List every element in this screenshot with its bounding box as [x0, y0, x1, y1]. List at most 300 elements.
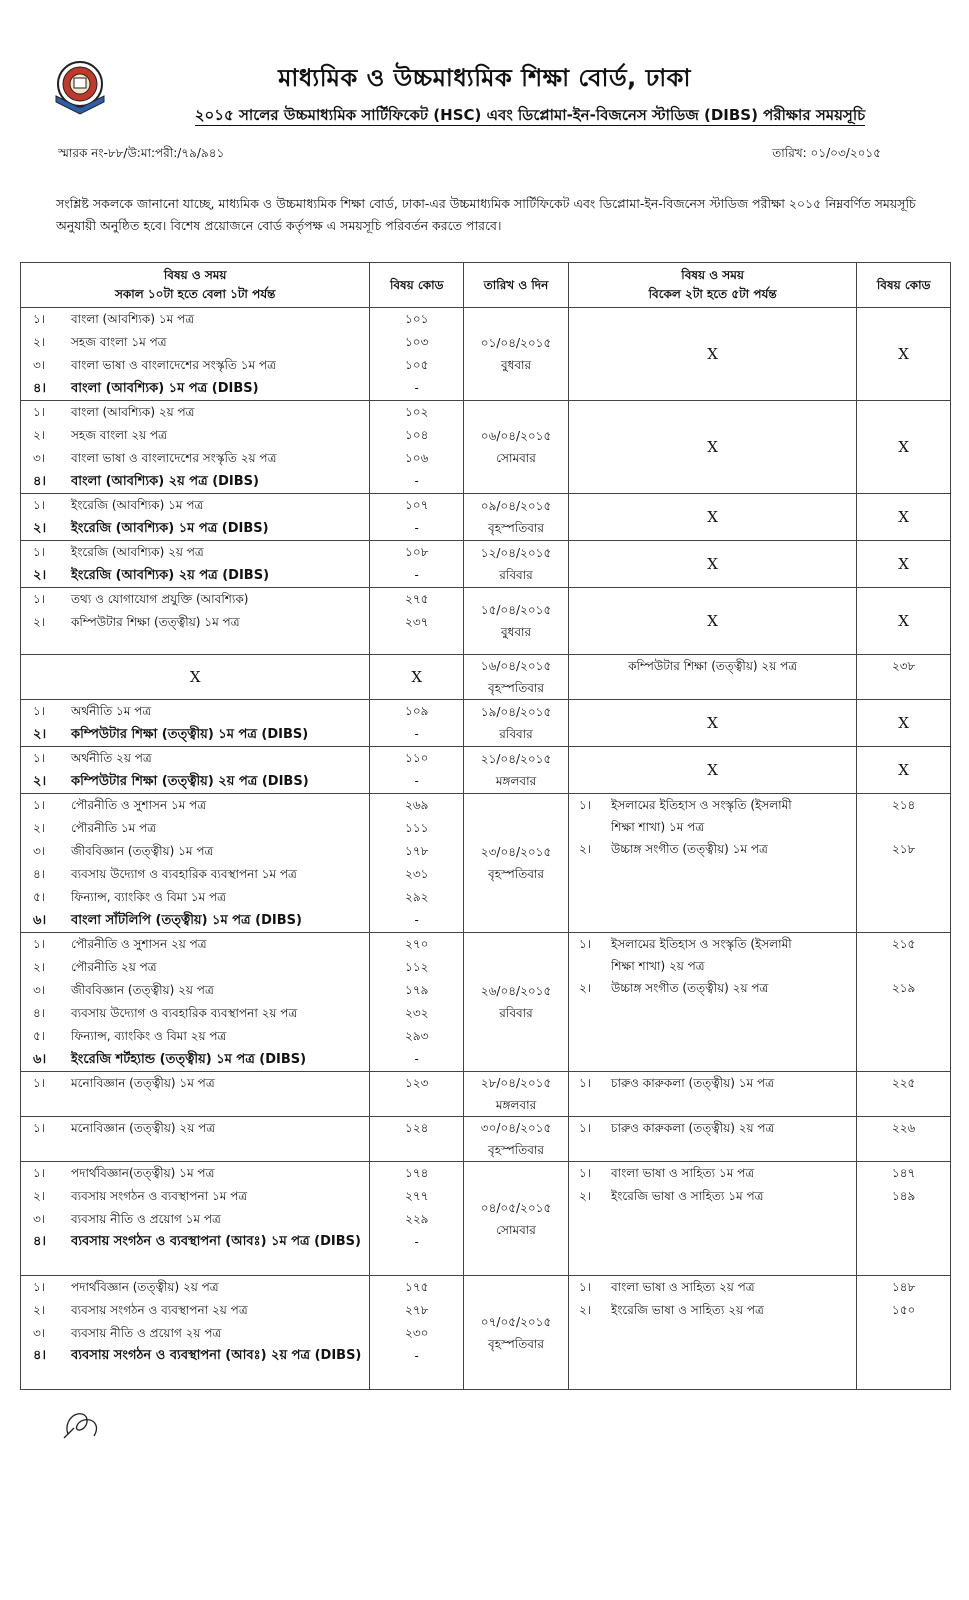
subject-code: ১০৪	[405, 428, 429, 442]
am-subjects-cell	[21, 794, 370, 933]
subject-number: ১।	[33, 592, 46, 606]
exam-day: বৃহস্পতিবার	[488, 867, 544, 881]
date-cell	[464, 933, 569, 1072]
date-cell	[464, 794, 569, 933]
subject-number: ১।	[33, 1076, 46, 1090]
subject-code: ২১৮	[891, 842, 916, 856]
pm-subject-line	[569, 1299, 856, 1322]
subject-name: অর্থনীতি ২য় পত্র	[71, 751, 152, 765]
subject-number: ২।	[33, 727, 47, 742]
exam-schedule-table	[20, 262, 951, 1390]
exam-date: ০৯/০৪/২০১৫	[480, 499, 552, 513]
subject-name: পৌরনীতি ১ম পত্র	[71, 821, 157, 835]
pm-subjects-cell	[568, 541, 856, 588]
exam-day: মঙ্গলবার	[495, 774, 537, 788]
pm-codes-cell	[857, 541, 951, 588]
am-subject-line	[21, 1072, 369, 1095]
subject-number: ১।	[33, 405, 46, 419]
am-subject-line	[21, 840, 369, 863]
subject-code: ১১১	[405, 821, 429, 835]
subject-name: ব্যবসায় সংগঠন ও ব্যবস্থাপনা (আবঃ) ২য় পত্র (DIBS)	[71, 1348, 362, 1363]
subject-number: ২।	[33, 821, 46, 835]
table-row	[21, 308, 951, 401]
exam-date: ৩০/০৪/২০১৫	[480, 1121, 552, 1135]
subject-number: ১।	[578, 798, 592, 812]
am-subject-line	[21, 1162, 369, 1185]
subject-name: পৌরনীতি ও সুশাসন ১ম পত্র	[71, 798, 207, 812]
subject-code: ২২৯	[405, 1212, 429, 1226]
subject-number: ২।	[33, 428, 46, 442]
subject-code: ১৭৪	[405, 1166, 429, 1180]
am-subject-line	[21, 541, 369, 564]
subject-code: ১২৪	[405, 1121, 429, 1135]
date-header: তারিখ ও দিন	[464, 263, 569, 308]
pm-subjects-cell	[568, 1162, 856, 1276]
x-mark: X	[898, 345, 909, 363]
date-cell	[464, 1276, 569, 1390]
x-mark: X	[707, 761, 718, 779]
subject-name: পদার্থবিজ্ঞান (তত্ত্বীয়) ২য় পত্র	[71, 1280, 219, 1294]
subject-name: চারুও কারুকলা (তত্ত্বীয়) ১ম পত্র	[610, 1076, 774, 1090]
subject-code: ১৭৯	[405, 983, 429, 997]
subject-number: ১।	[33, 1166, 46, 1180]
subject-name: জীববিজ্ঞান (তত্ত্বীয়) ২য় পত্র	[71, 983, 214, 997]
subject-code: ১১০	[405, 751, 429, 765]
subject-name: বাংলা (আবশ্যিক) ২য় পত্র (DIBS)	[71, 474, 259, 489]
pm-header-line1: বিষয় ও সময়	[681, 268, 744, 282]
subject-code: -	[414, 381, 419, 395]
subject-number: ৪।	[33, 474, 47, 489]
subject-code: ১০১	[405, 312, 429, 326]
pm-subject-line	[569, 1162, 856, 1185]
am-subject-line	[21, 308, 369, 331]
subject-number: ১।	[578, 937, 592, 951]
exam-date: ১৫/০৪/২০১৫	[480, 603, 552, 617]
pm-codes-cell	[857, 700, 951, 747]
subject-name: কম্পিউটার শিক্ষা (তত্ত্বীয়) ১ম পত্র	[71, 615, 240, 629]
subject-name: বাংলা ভাষা ও বাংলাদেশের সংস্কৃতি ১ম পত্র	[71, 358, 276, 372]
am-subjects-cell	[21, 1162, 370, 1276]
date-cell	[464, 541, 569, 588]
subject-code: ১০৮	[405, 545, 429, 559]
subject-name: ব্যবসায় উদ্যোগ ও ব্যবহারিক ব্যবস্থাপনা ২য় পত্র	[71, 1006, 298, 1020]
subject-name: ব্যবসায় নীতি ও প্রয়োগ ১ম পত্র	[71, 1212, 221, 1226]
pm-codes-cell	[857, 1276, 951, 1390]
am-subject-line	[21, 909, 369, 932]
pm-codes-cell	[857, 1162, 951, 1276]
subject-number: ৩।	[33, 1326, 46, 1340]
date-cell	[464, 747, 569, 794]
subject-name: বাংলা ভাষা ও সাহিত্য ১ম পত্র	[610, 1166, 755, 1180]
exam-date: ০৬/০৪/২০১৫	[480, 429, 552, 443]
pm-subjects-cell	[568, 794, 856, 933]
am-code-header: বিষয় কোড	[370, 263, 464, 308]
subject-code: ১২৩	[405, 1076, 429, 1090]
subject-number: ৫।	[33, 1029, 46, 1043]
subject-name: মনোবিজ্ঞান (তত্ত্বীয়) ১ম পত্র	[71, 1076, 215, 1090]
pm-header-line2: বিকেল ২টা হতে ৫টা পর্যন্ত	[648, 287, 777, 301]
am-subject-line	[21, 700, 369, 723]
pm-code-header: বিষয় কোড	[857, 263, 951, 308]
exam-date: ১৬/০৪/২০১৫	[480, 659, 552, 673]
pm-codes-cell	[857, 308, 951, 401]
subject-name: ফিন্যান্স, ব্যাংকিং ও বিমা ১ম পত্র	[71, 890, 226, 904]
subject-name: কম্পিউটার শিক্ষা (তত্ত্বীয়) ১ম পত্র (DIBS)	[71, 727, 309, 742]
x-mark: X	[707, 438, 718, 456]
subject-name-cont: শিক্ষা শাখা) ২য় পত্র	[610, 959, 705, 973]
am-codes-cell	[370, 700, 464, 747]
am-subject-line	[21, 354, 369, 377]
exam-date: ২৩/০৪/২০১৫	[480, 845, 552, 859]
exam-date: ১৯/০৪/২০১৫	[480, 705, 552, 719]
x-mark: X	[707, 345, 718, 363]
x-mark: X	[189, 668, 201, 686]
table-header-row	[21, 263, 951, 308]
subject-name: ইংরেজি (আবশ্যিক) ২য় পত্র	[71, 545, 204, 559]
table-row	[21, 747, 951, 794]
exam-day: সোমবার	[496, 451, 536, 465]
subject-number: ৬।	[33, 913, 47, 928]
date-cell	[464, 1162, 569, 1276]
table-row	[21, 655, 951, 700]
table-row	[21, 1276, 951, 1390]
am-codes-cell	[370, 655, 464, 700]
subject-number: ১।	[578, 1121, 592, 1135]
am-header-line1: বিষয় ও সময়	[163, 268, 227, 282]
subject-number: ২।	[33, 1303, 46, 1317]
subject-number: ২।	[33, 960, 46, 974]
subject-number: ৪।	[33, 381, 47, 396]
am-subject-line	[21, 377, 369, 400]
intro-paragraph: সংশ্লিষ্ট সকলকে জানানো যাচ্ছে, মাধ্যমিক ও উচ্চমাধ্যমিক শিক্ষা বোর্ড, ঢাকা-এর উচ্চমাধ্যমিক সার্টিফিকেট এবং ডিপ্লোমা-ইন-বিজনেস স্টাডিজ পরীক্ষা ২০১৫ নিম্নবর্ণিত সময়সূচি অনুযায়ী অনুষ্ঠিত হবে। বিশেষ প্রয়োজনে বোর্ড কর্তৃপক্ষ এ সময়সূচি পরিবর্তন করতে পারবে।	[56, 196, 916, 233]
subject-code: ১০৬	[405, 451, 429, 465]
subject-name: ইংরেজি (আবশ্যিক) ১ম পত্র	[71, 498, 204, 512]
am-subject-line	[21, 1048, 369, 1071]
exam-subtitle	[130, 104, 930, 129]
subject-code: ১০৩	[405, 335, 429, 349]
exam-day: রবিবার	[499, 568, 533, 582]
pm-subject-line	[569, 838, 856, 861]
subject-name: চারুও কারুকলা (তত্ত্বীয়) ২য় পত্র	[610, 1121, 775, 1135]
subject-name: বাংলা (আবশ্যিক) ১ম পত্র	[71, 312, 195, 326]
exam-date: ২৬/০৪/২০১৫	[480, 984, 552, 998]
subject-number: ৩।	[33, 983, 46, 997]
am-subjects-cell	[21, 1276, 370, 1390]
table-row	[21, 1162, 951, 1276]
x-mark: X	[707, 555, 718, 573]
subject-number: ১।	[578, 1076, 592, 1090]
pm-subjects-cell	[568, 933, 856, 1072]
subject-code: ২৭৫	[405, 592, 429, 606]
x-mark: X	[707, 508, 718, 526]
am-subjects-cell	[21, 1072, 370, 1117]
am-subject-line	[21, 770, 369, 793]
subject-name: উচ্চাঙ্গ সংগীত (তত্ত্বীয়) ২য় পত্র	[610, 981, 769, 995]
subject-code: ১০২	[405, 405, 429, 419]
am-subject-line	[21, 863, 369, 886]
subject-name: ইসলামের ইতিহাস ও সংস্কৃতি (ইসলামী	[610, 798, 792, 812]
am-subjects-cell	[21, 588, 370, 655]
subject-name: ইসলামের ইতিহাস ও সংস্কৃতি (ইসলামী	[610, 937, 792, 951]
am-subjects-cell	[21, 1117, 370, 1162]
am-subject-line	[21, 1185, 369, 1208]
subject-code: ২৩০	[405, 1326, 429, 1340]
subject-name: ব্যবসায় উদ্যোগ ও ব্যবহারিক ব্যবস্থাপনা ১ম পত্র	[71, 867, 297, 881]
subject-number: ২।	[33, 568, 47, 583]
subject-code: ১৭৫	[405, 1280, 429, 1294]
am-codes-cell	[370, 1276, 464, 1390]
am-subjects-cell	[21, 308, 370, 401]
subject-code: ২৭৭	[405, 1189, 429, 1203]
date-cell	[464, 700, 569, 747]
am-codes-cell	[370, 588, 464, 655]
date-cell	[464, 655, 569, 700]
pm-codes-cell	[857, 794, 951, 933]
subject-number: ৪।	[33, 1348, 47, 1363]
am-subject-line	[21, 424, 369, 447]
subject-code: ১৭৮	[405, 844, 429, 858]
am-subject-line	[21, 933, 369, 956]
pm-subject-line	[569, 977, 856, 1000]
x-mark: X	[898, 612, 909, 630]
subject-number: ১।	[33, 312, 46, 326]
subject-number: ১।	[33, 798, 46, 812]
exam-date: ২১/০৪/২০১৫	[480, 752, 552, 766]
subject-number: ১।	[33, 545, 46, 559]
table-row	[21, 494, 951, 541]
subject-code: ২৬৯	[405, 798, 429, 812]
pm-codes-cell	[857, 747, 951, 794]
pm-subjects-cell	[568, 494, 856, 541]
am-subjects-cell	[21, 933, 370, 1072]
subject-number: ৪।	[33, 1006, 46, 1020]
subject-code: ২১৫	[891, 937, 916, 951]
am-codes-cell	[370, 933, 464, 1072]
subject-name: ইংরেজি ভাষা ও সাহিত্য ২য় পত্র	[610, 1303, 764, 1317]
date-cell	[464, 588, 569, 655]
subject-name: ব্যবসায় সংগঠন ও ব্যবস্থাপনা ২য় পত্র	[71, 1303, 248, 1317]
am-subject-line	[21, 588, 369, 611]
exam-subtitle-text: ২০১৫ সালের উচ্চমাধ্যমিক সার্টিফিকেট (HSC) এবং ডিপ্লোমা-ইন-বিজনেস স্টাডিজ (DIBS) পরীক্ষার সময়সূচি	[194, 106, 866, 124]
pm-subjects-cell	[568, 1072, 856, 1117]
am-subjects-cell	[21, 655, 370, 700]
date-cell	[464, 308, 569, 401]
subject-code: ২৭০	[405, 937, 429, 951]
pm-subject-line: কম্পিউটার শিক্ষা (তত্ত্বীয়) ২য় পত্র	[628, 659, 798, 673]
subject-name: ব্যবসায় সংগঠন ও ব্যবস্থাপনা (আবঃ) ১ম পত্র (DIBS)	[71, 1234, 361, 1249]
subject-name: অর্থনীতি ১ম পত্র	[71, 704, 152, 718]
x-mark: X	[898, 714, 909, 732]
subject-code: ১৪৭	[891, 1166, 916, 1180]
am-subject-line	[21, 886, 369, 909]
am-subject-line	[21, 1208, 369, 1231]
pm-subjects-cell	[568, 1276, 856, 1390]
subject-name: ইংরেজি শর্টহ্যান্ড (তত্ত্বীয়) ১ম পত্র (DIBS)	[71, 1052, 307, 1067]
exam-date: ০১/০৪/২০১৫	[480, 336, 552, 350]
table-row	[21, 700, 951, 747]
exam-day: বৃহস্পতিবার	[488, 1336, 544, 1351]
subject-code: ২৭৮	[405, 1303, 429, 1317]
schedule-body	[21, 308, 951, 1390]
subject-name: ইংরেজি (আবশ্যিক) ১ম পত্র (DIBS)	[71, 521, 269, 536]
subject-code: ২৯৩	[405, 1029, 429, 1043]
subject-code: -	[414, 727, 419, 741]
exam-date: ২৮/০৪/২০১৫	[480, 1076, 552, 1090]
pm-subject-line	[569, 1276, 856, 1299]
exam-day: বুধবার	[500, 625, 532, 639]
pm-codes-cell	[857, 933, 951, 1072]
table-row	[21, 1072, 951, 1117]
table-row	[21, 401, 951, 494]
subject-number: ৬।	[33, 1052, 47, 1067]
subject-name: ইংরেজি (আবশ্যিক) ২য় পত্র (DIBS)	[71, 568, 270, 583]
table-row	[21, 933, 951, 1072]
subject-code: -	[414, 521, 419, 535]
subject-code: ১১২	[405, 960, 429, 974]
pm-codes-cell	[857, 1072, 951, 1117]
pm-subjects-cell	[568, 655, 856, 700]
pm-subjects-cell	[568, 308, 856, 401]
subject-name: সহজ বাংলা ২য় পত্র	[71, 428, 167, 442]
subject-number: ১।	[33, 1280, 46, 1294]
subject-name: ব্যবসায় সংগঠন ও ব্যবস্থাপনা ১ম পত্র	[71, 1189, 248, 1203]
subject-name: তথ্য ও যোগাযোগ প্রযুক্তি (আবশ্যিক)	[71, 592, 249, 606]
am-subject-line	[21, 331, 369, 354]
pm-codes-cell	[857, 588, 951, 655]
subject-code: ১৪৮	[891, 1280, 916, 1294]
subject-number: ৪।	[33, 1234, 47, 1249]
subject-number: ২।	[578, 1189, 592, 1203]
subject-code: -	[414, 1235, 419, 1249]
subject-number: ২।	[578, 981, 592, 995]
am-subjects-cell	[21, 494, 370, 541]
am-subject-line	[21, 723, 369, 746]
subject-number: ৪।	[33, 867, 46, 881]
subject-code: ২৩১	[405, 867, 429, 881]
am-codes-cell	[370, 494, 464, 541]
pm-subject-line	[569, 794, 856, 838]
pm-subject-line	[569, 1117, 856, 1140]
exam-date: ১২/০৪/২০১৫	[480, 546, 552, 560]
pm-codes-cell	[857, 655, 951, 700]
subject-number: ২।	[578, 842, 592, 856]
subject-number: ১।	[33, 498, 46, 512]
subject-number: ২।	[33, 774, 47, 789]
am-subject-line	[21, 1345, 369, 1368]
am-subject-line	[21, 1025, 369, 1048]
board-title: মাধ্যমিক ও উচ্চমাধ্যমিক শিক্ষা বোর্ড, ঢাকা	[278, 64, 691, 92]
date-cell	[464, 401, 569, 494]
subject-number: ২।	[33, 521, 47, 536]
subject-number: ৩।	[33, 358, 46, 372]
subject-name: বাংলা (আবশ্যিক) ১ম পত্র (DIBS)	[71, 381, 259, 396]
subject-code: ২৩২	[405, 1006, 429, 1020]
subject-code: ২১৪	[891, 798, 916, 812]
exam-date: ০৪/০৫/২০১৫	[480, 1200, 552, 1215]
subject-name: পৌরনীতি ২য় পত্র	[71, 960, 157, 974]
date-cell	[464, 1072, 569, 1117]
subject-name: বাংলা সাঁটলিপি (তত্ত্বীয়) ১ম পত্র (DIBS)	[71, 913, 302, 928]
am-subject-line	[21, 1299, 369, 1322]
signature	[60, 1398, 110, 1443]
subject-name: ফিন্যান্স, ব্যাংকিং ও বিমা ২য় পত্র	[71, 1029, 227, 1043]
table-row	[21, 541, 951, 588]
subject-code: -	[414, 913, 419, 927]
am-subject-line	[21, 1276, 369, 1299]
subject-number: ৩।	[33, 451, 46, 465]
am-subject-line	[21, 447, 369, 470]
subject-name: বাংলা ভাষা ও সাহিত্য ২য় পত্র	[610, 1280, 755, 1294]
exam-day: সোমবার	[496, 1222, 536, 1237]
subject-number: ২।	[33, 615, 46, 629]
exam-day: বৃহস্পতিবার	[488, 521, 544, 535]
issue-date: তারিখ: ০১/০৩/২০১৫	[772, 146, 881, 160]
am-subject-line	[21, 517, 369, 540]
am-subjects-cell	[21, 747, 370, 794]
am-subjects-cell	[21, 541, 370, 588]
memo-number: স্মারক নং-৮৮/উ:মা:পরী:/৭৯/৯৪১	[58, 146, 225, 160]
x-mark: X	[898, 438, 909, 456]
subject-code: ১০৫	[405, 358, 429, 372]
am-subject-line	[21, 956, 369, 979]
subject-number: ১।	[33, 704, 46, 718]
pm-subject-line	[569, 933, 856, 977]
pm-subject-line	[569, 1072, 856, 1095]
subject-code: -	[414, 474, 419, 488]
table-row	[21, 1117, 951, 1162]
subject-number: ২।	[33, 1189, 46, 1203]
am-subject-line	[21, 401, 369, 424]
x-mark: X	[898, 761, 909, 779]
pm-codes-cell	[857, 494, 951, 541]
pm-subjects-cell	[568, 401, 856, 494]
pm-subjects-cell	[568, 588, 856, 655]
subject-name: পৌরনীতি ও সুশাসন ২য় পত্র	[71, 937, 207, 951]
am-codes-cell	[370, 794, 464, 933]
subject-number: ১।	[33, 1121, 46, 1135]
am-subject-line	[21, 494, 369, 517]
am-codes-cell	[370, 541, 464, 588]
date-cell	[464, 1117, 569, 1162]
am-codes-cell	[370, 747, 464, 794]
subject-number: ১।	[578, 1166, 592, 1180]
subject-name-cont: শিক্ষা শাখা) ১ম পত্র	[610, 820, 705, 834]
subject-name: ব্যবসায় নীতি ও প্রয়োগ ২য় পত্র	[71, 1326, 222, 1340]
table-row	[21, 794, 951, 933]
am-subject-line	[21, 794, 369, 817]
exam-day: রবিবার	[499, 1006, 533, 1020]
x-mark: X	[707, 612, 718, 630]
subject-number: ৫।	[33, 890, 46, 904]
am-subjects-cell	[21, 700, 370, 747]
am-codes-cell	[370, 1162, 464, 1276]
am-subjects-cell	[21, 401, 370, 494]
date-cell	[464, 494, 569, 541]
am-codes-cell	[370, 1072, 464, 1117]
subject-name: বাংলা (আবশ্যিক) ২য় পত্র	[71, 405, 195, 419]
subject-code: ২১৯	[891, 981, 916, 995]
am-subject-line	[21, 747, 369, 770]
am-codes-cell	[370, 1117, 464, 1162]
am-subject-line	[21, 979, 369, 1002]
subject-code: -	[414, 1349, 419, 1363]
subject-code: ২৩৮	[891, 659, 916, 673]
pm-subjects-cell	[568, 1117, 856, 1162]
subject-name: ইংরেজি ভাষা ও সাহিত্য ১ম পত্র	[610, 1189, 764, 1203]
am-header	[21, 263, 370, 308]
subject-name: কম্পিউটার শিক্ষা (তত্ত্বীয়) ২য় পত্র (DIBS)	[71, 774, 309, 789]
subject-code: -	[414, 1052, 419, 1066]
